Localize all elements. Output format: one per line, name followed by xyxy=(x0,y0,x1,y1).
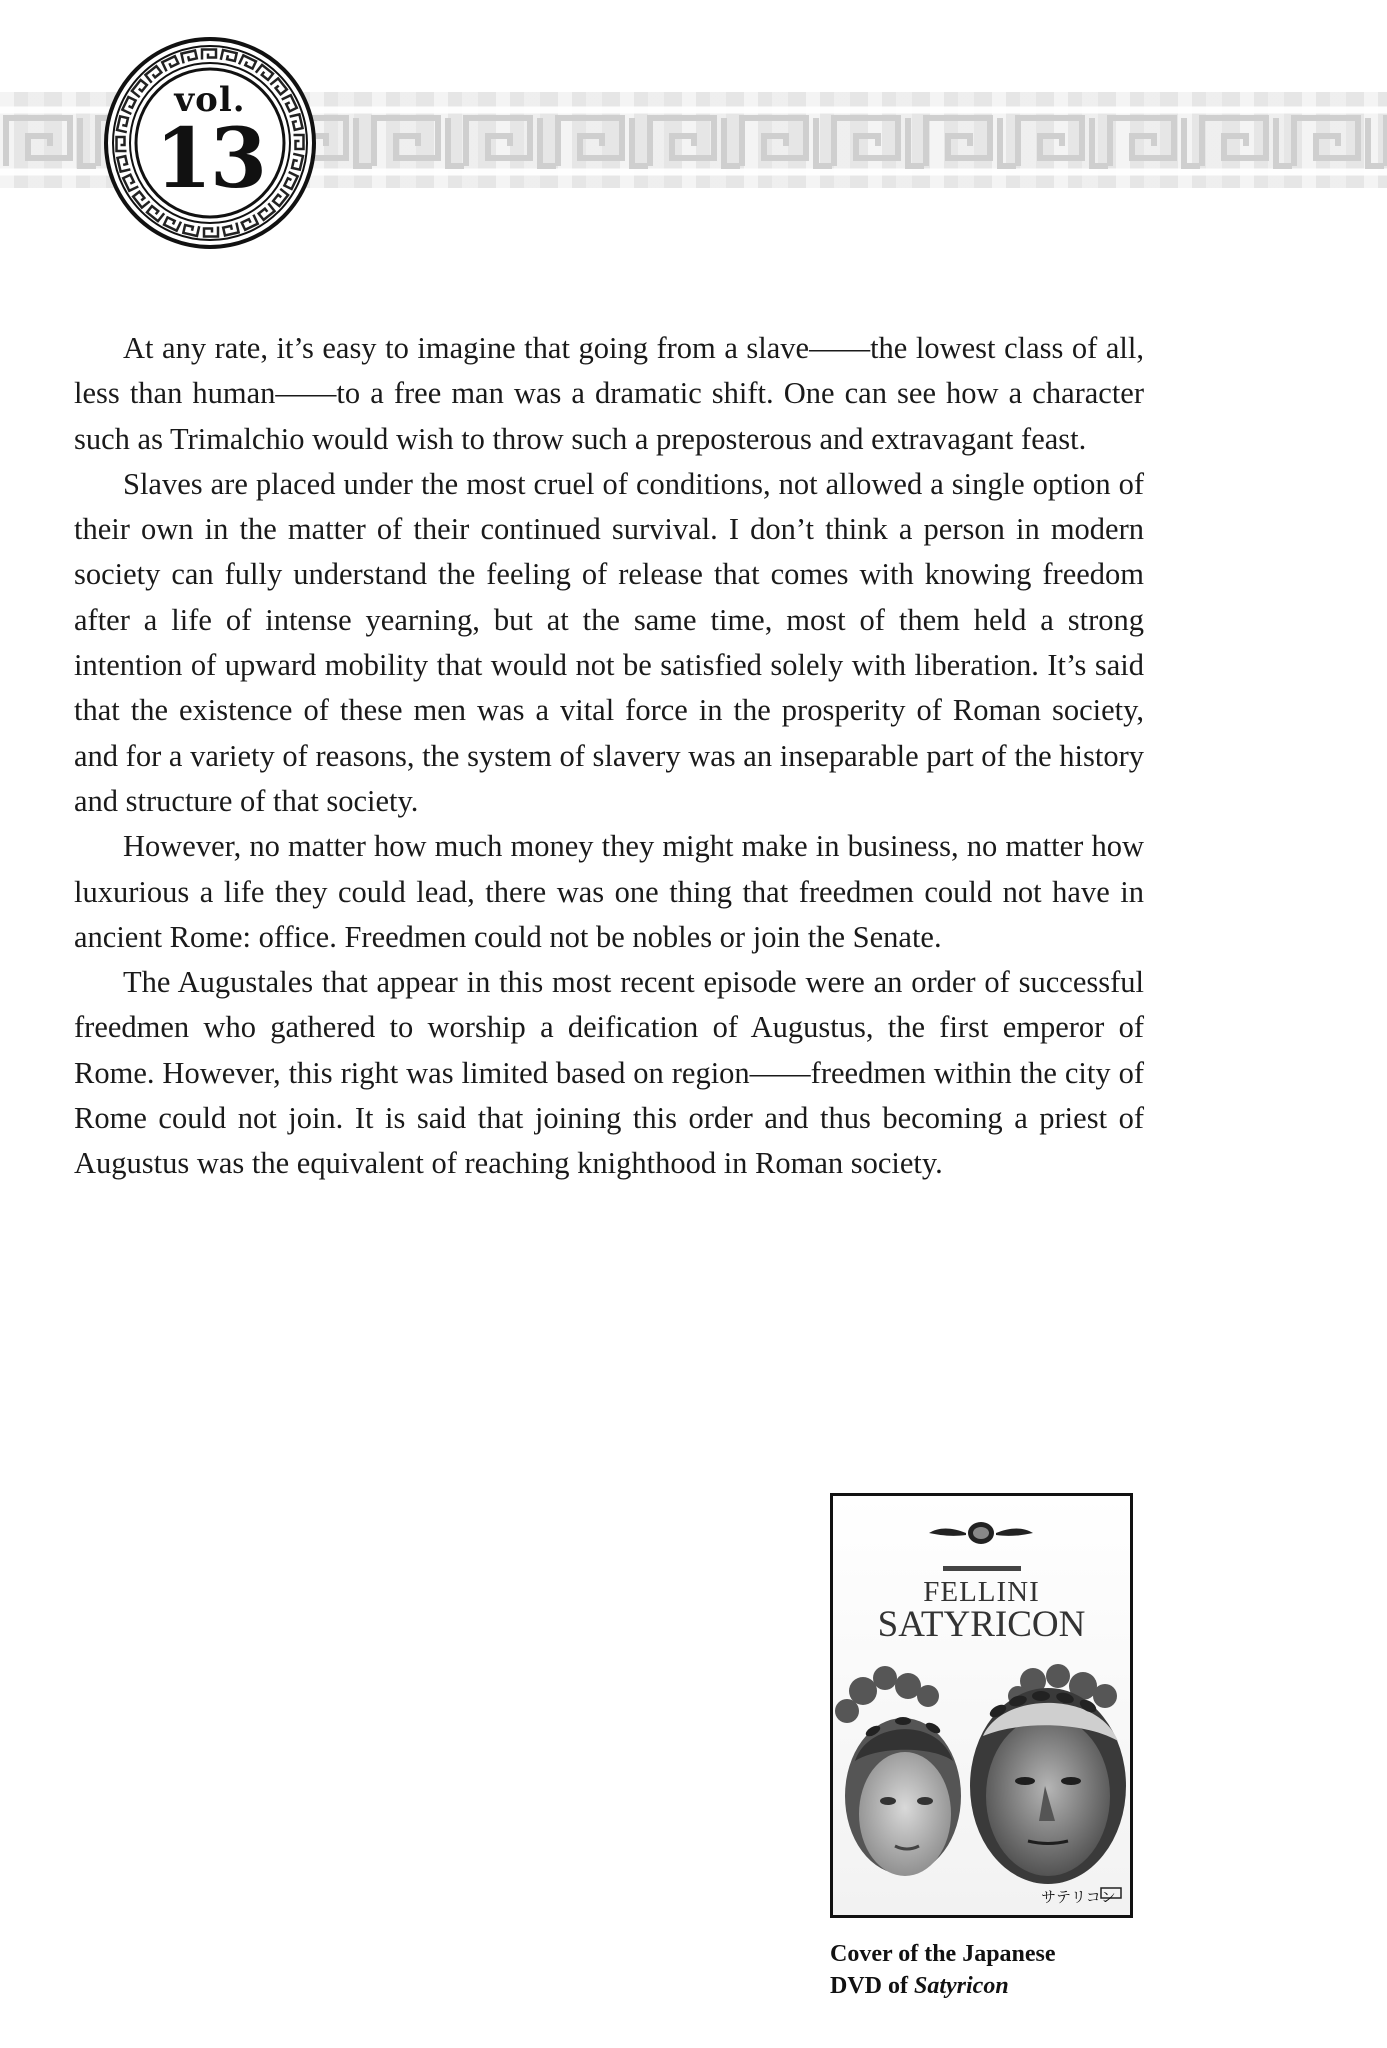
volume-badge xyxy=(103,36,317,250)
article-body xyxy=(74,326,1144,1187)
dvd-title-fellini: FELLINI xyxy=(923,1576,1040,1608)
dvd-cover-art xyxy=(833,1496,1130,1915)
caption-film-title: Satyricon xyxy=(914,1973,1009,1999)
paragraph: At any rate, it’s easy to imagine that going from a slave——the lowest class of all, less than human——to a free man was a dramatic shift. One can see how a character such as Trimalchio would wish to throw such a preposterous and extravagant feast. xyxy=(74,331,1144,456)
caption-line-2 xyxy=(830,1970,1150,2002)
image-caption xyxy=(830,1938,1150,2002)
dvd-title-satyricon: SATYRICON xyxy=(877,1604,1086,1645)
paragraph: However, no matter how much money they might make in business, no matter how luxurious a life they could lead, there was one thing that freedmen could not have in ancient Rome: office. Freedmen could not be nobles or join the Senate. xyxy=(74,829,1144,954)
paragraph: Slaves are placed under the most cruel of conditions, not allowed a single option of their own in the matter of their continued survival. I don’t think a person in modern society can fully understand the feeling of release that comes with knowing freedom after a life of intense yearning, but at the same time, most of them held a strong intention of upward mobility that would not be satisfied solely with liberation. It’s said that the existence of these men was a vital force in the prosperity of Roman society, and for a variety of reasons, the system of slavery was an inseparable part of the history and structure of that society. xyxy=(74,466,1144,818)
dvd-japanese-title: サテリコン xyxy=(1041,1888,1116,1906)
paragraph: The Augustales that appear in this most recent episode were an order of successful freedmen who gathered to worship a deification of Augustus, the first emperor of Rome. However, this right was limited based on region——freedmen within the city of Rome could not join. It is said that joining this order and thus becoming a priest of Augustus was the equivalent of reaching knighthood in Roman society. xyxy=(74,965,1144,1181)
caption-line-1: Cover of the Japanese xyxy=(830,1941,1056,1967)
volume-number: 13 xyxy=(154,111,266,207)
dvd-cover-image xyxy=(830,1493,1133,1918)
caption-prefix: DVD of xyxy=(830,1973,914,1999)
volume-label: vol. xyxy=(174,80,246,120)
